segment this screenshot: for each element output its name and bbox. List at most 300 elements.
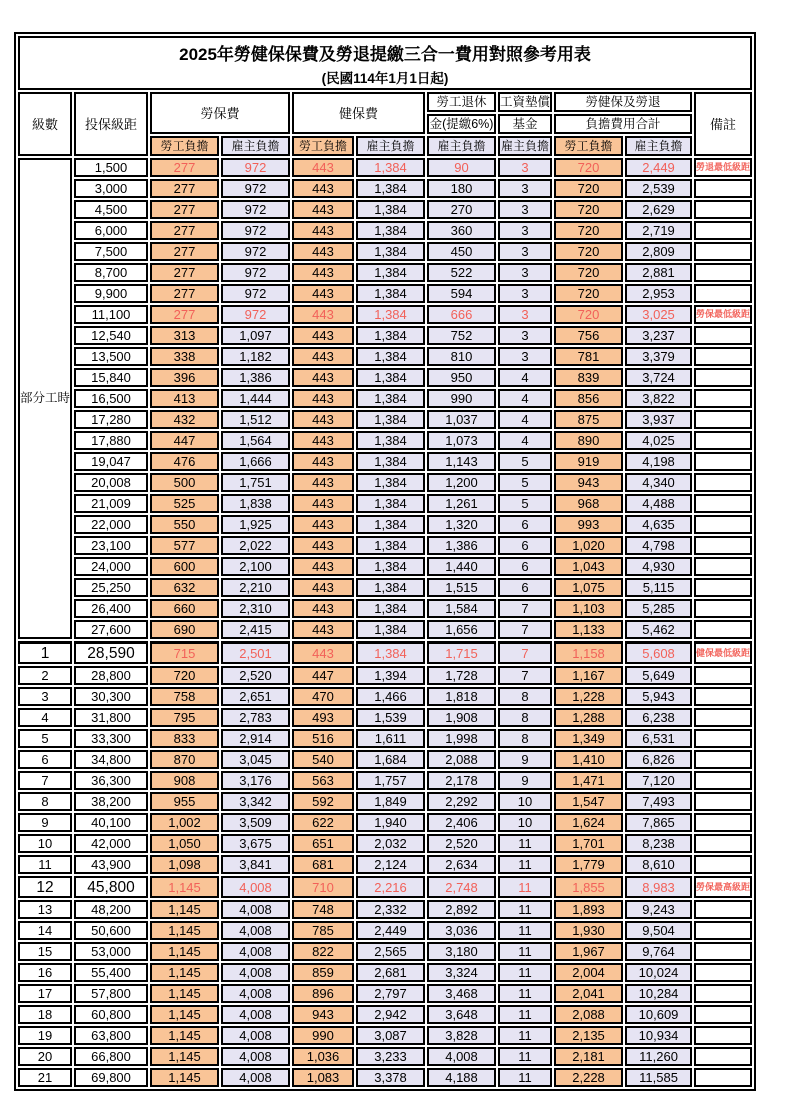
bracket-cell: 28,800 bbox=[74, 666, 148, 685]
value-cell: 2,719 bbox=[625, 221, 692, 240]
value-cell: 10,609 bbox=[625, 1005, 692, 1024]
value-cell: 2,088 bbox=[427, 750, 496, 769]
value-cell: 6 bbox=[498, 578, 552, 597]
value-cell: 3,025 bbox=[625, 305, 692, 324]
value-cell: 10,024 bbox=[625, 963, 692, 982]
table-row bbox=[18, 452, 752, 471]
bracket-cell: 23,100 bbox=[74, 536, 148, 555]
value-cell: 476 bbox=[150, 452, 219, 471]
value-cell: 720 bbox=[554, 305, 623, 324]
value-cell: 6 bbox=[498, 536, 552, 555]
value-cell: 7 bbox=[498, 599, 552, 618]
remark-cell bbox=[694, 1005, 752, 1024]
value-cell: 277 bbox=[150, 242, 219, 261]
bracket-cell: 30,300 bbox=[74, 687, 148, 706]
value-cell: 1,384 bbox=[356, 515, 425, 534]
value-cell: 2,004 bbox=[554, 963, 623, 982]
value-cell: 7 bbox=[498, 641, 552, 664]
value-cell: 11,585 bbox=[625, 1068, 692, 1087]
bracket-cell: 17,280 bbox=[74, 410, 148, 429]
value-cell: 447 bbox=[292, 666, 354, 685]
level-cell: 12 bbox=[18, 876, 72, 898]
value-cell: 470 bbox=[292, 687, 354, 706]
bracket-cell: 12,540 bbox=[74, 326, 148, 345]
value-cell: 1,512 bbox=[221, 410, 290, 429]
value-cell: 720 bbox=[554, 158, 623, 177]
value-cell: 443 bbox=[292, 347, 354, 366]
value-cell: 443 bbox=[292, 452, 354, 471]
level-cell: 8 bbox=[18, 792, 72, 811]
value-cell: 1,471 bbox=[554, 771, 623, 790]
contribution-table bbox=[16, 34, 754, 1089]
value-cell: 7,493 bbox=[625, 792, 692, 811]
value-cell: 3,468 bbox=[427, 984, 496, 1003]
value-cell: 1,701 bbox=[554, 834, 623, 853]
table-row bbox=[18, 687, 752, 706]
bracket-cell: 69,800 bbox=[74, 1068, 148, 1087]
value-cell: 3 bbox=[498, 200, 552, 219]
value-cell: 2,809 bbox=[625, 242, 692, 261]
value-cell: 4,008 bbox=[221, 942, 290, 961]
value-cell: 4,008 bbox=[221, 1047, 290, 1066]
remark-cell bbox=[694, 708, 752, 727]
value-cell: 1,539 bbox=[356, 708, 425, 727]
value-cell: 8 bbox=[498, 708, 552, 727]
value-cell: 1,656 bbox=[427, 620, 496, 639]
value-cell: 875 bbox=[554, 410, 623, 429]
value-cell: 1,145 bbox=[150, 900, 219, 919]
value-cell: 2,953 bbox=[625, 284, 692, 303]
value-cell: 2,228 bbox=[554, 1068, 623, 1087]
value-cell: 443 bbox=[292, 242, 354, 261]
value-cell: 443 bbox=[292, 431, 354, 450]
value-cell: 1,684 bbox=[356, 750, 425, 769]
value-cell: 2,501 bbox=[221, 641, 290, 664]
value-cell: 870 bbox=[150, 750, 219, 769]
remark-cell bbox=[694, 557, 752, 576]
value-cell: 2,783 bbox=[221, 708, 290, 727]
value-cell: 990 bbox=[427, 389, 496, 408]
value-cell: 8,610 bbox=[625, 855, 692, 874]
subheader-health-employer: 雇主負擔 bbox=[356, 136, 425, 156]
value-cell: 2,135 bbox=[554, 1026, 623, 1045]
value-cell: 443 bbox=[292, 200, 354, 219]
subheader-labor-employer: 雇主負擔 bbox=[221, 136, 290, 156]
value-cell: 1,384 bbox=[356, 452, 425, 471]
remark-cell bbox=[694, 179, 752, 198]
level-cell: 15 bbox=[18, 942, 72, 961]
value-cell: 443 bbox=[292, 368, 354, 387]
table-row bbox=[18, 263, 752, 282]
remark-cell bbox=[694, 284, 752, 303]
value-cell: 681 bbox=[292, 855, 354, 874]
remark-cell bbox=[694, 221, 752, 240]
value-cell: 4,188 bbox=[427, 1068, 496, 1087]
remark-cell bbox=[694, 473, 752, 492]
remark-cell bbox=[694, 792, 752, 811]
bracket-cell: 42,000 bbox=[74, 834, 148, 853]
bracket-cell: 16,500 bbox=[74, 389, 148, 408]
bracket-cell: 11,100 bbox=[74, 305, 148, 324]
value-cell: 1,849 bbox=[356, 792, 425, 811]
value-cell: 1,145 bbox=[150, 1068, 219, 1087]
value-cell: 443 bbox=[292, 326, 354, 345]
value-cell: 6 bbox=[498, 557, 552, 576]
value-cell: 500 bbox=[150, 473, 219, 492]
value-cell: 10,284 bbox=[625, 984, 692, 1003]
level-cell: 3 bbox=[18, 687, 72, 706]
value-cell: 11 bbox=[498, 942, 552, 961]
value-cell: 1,728 bbox=[427, 666, 496, 685]
value-cell: 1,228 bbox=[554, 687, 623, 706]
value-cell: 443 bbox=[292, 158, 354, 177]
bracket-cell: 34,800 bbox=[74, 750, 148, 769]
value-cell: 447 bbox=[150, 431, 219, 450]
value-cell: 1,075 bbox=[554, 578, 623, 597]
value-cell: 11 bbox=[498, 1068, 552, 1087]
value-cell: 90 bbox=[427, 158, 496, 177]
value-cell: 720 bbox=[554, 200, 623, 219]
value-cell: 180 bbox=[427, 179, 496, 198]
value-cell: 3,036 bbox=[427, 921, 496, 940]
value-cell: 2,088 bbox=[554, 1005, 623, 1024]
value-cell: 1,751 bbox=[221, 473, 290, 492]
value-cell: 1,043 bbox=[554, 557, 623, 576]
subheader-total-employer: 雇主負擔 bbox=[625, 136, 692, 156]
remark-cell bbox=[694, 620, 752, 639]
value-cell: 3 bbox=[498, 179, 552, 198]
value-cell: 2,520 bbox=[427, 834, 496, 853]
value-cell: 277 bbox=[150, 158, 219, 177]
remark-cell bbox=[694, 729, 752, 748]
value-cell: 4,635 bbox=[625, 515, 692, 534]
value-cell: 1,145 bbox=[150, 942, 219, 961]
value-cell: 277 bbox=[150, 305, 219, 324]
bracket-cell: 4,500 bbox=[74, 200, 148, 219]
value-cell: 1,666 bbox=[221, 452, 290, 471]
value-cell: 1,838 bbox=[221, 494, 290, 513]
value-cell: 990 bbox=[292, 1026, 354, 1045]
table-row bbox=[18, 641, 752, 664]
value-cell: 2,181 bbox=[554, 1047, 623, 1066]
value-cell: 3 bbox=[498, 242, 552, 261]
value-cell: 859 bbox=[292, 963, 354, 982]
value-cell: 1,145 bbox=[150, 1005, 219, 1024]
value-cell: 2,634 bbox=[427, 855, 496, 874]
table-row bbox=[18, 729, 752, 748]
value-cell: 443 bbox=[292, 221, 354, 240]
table-row bbox=[18, 536, 752, 555]
col-header-wage-fund-line2: 基金 bbox=[498, 114, 552, 134]
col-header-total-line1: 勞健保及勞退 bbox=[554, 92, 692, 112]
bracket-cell: 48,200 bbox=[74, 900, 148, 919]
value-cell: 1,384 bbox=[356, 473, 425, 492]
table-row bbox=[18, 1005, 752, 1024]
value-cell: 622 bbox=[292, 813, 354, 832]
value-cell: 4,488 bbox=[625, 494, 692, 513]
value-cell: 443 bbox=[292, 389, 354, 408]
col-header-level: 級數 bbox=[18, 92, 72, 156]
value-cell: 752 bbox=[427, 326, 496, 345]
value-cell: 516 bbox=[292, 729, 354, 748]
value-cell: 810 bbox=[427, 347, 496, 366]
value-cell: 1,624 bbox=[554, 813, 623, 832]
value-cell: 11 bbox=[498, 834, 552, 853]
level-cell: 4 bbox=[18, 708, 72, 727]
value-cell: 9,504 bbox=[625, 921, 692, 940]
bracket-cell: 20,008 bbox=[74, 473, 148, 492]
value-cell: 3 bbox=[498, 263, 552, 282]
table-row bbox=[18, 200, 752, 219]
value-cell: 3 bbox=[498, 326, 552, 345]
value-cell: 1,384 bbox=[356, 410, 425, 429]
value-cell: 443 bbox=[292, 620, 354, 639]
table-row bbox=[18, 389, 752, 408]
value-cell: 7 bbox=[498, 620, 552, 639]
value-cell: 2,748 bbox=[427, 876, 496, 898]
level-cell: 6 bbox=[18, 750, 72, 769]
level-cell: 17 bbox=[18, 984, 72, 1003]
value-cell: 1,384 bbox=[356, 599, 425, 618]
value-cell: 1,037 bbox=[427, 410, 496, 429]
value-cell: 4,008 bbox=[221, 1068, 290, 1087]
value-cell: 943 bbox=[292, 1005, 354, 1024]
value-cell: 4,008 bbox=[221, 876, 290, 898]
bracket-cell: 33,300 bbox=[74, 729, 148, 748]
value-cell: 690 bbox=[150, 620, 219, 639]
value-cell: 2,332 bbox=[356, 900, 425, 919]
value-cell: 3,045 bbox=[221, 750, 290, 769]
remark-cell bbox=[694, 666, 752, 685]
value-cell: 5 bbox=[498, 473, 552, 492]
value-cell: 577 bbox=[150, 536, 219, 555]
value-cell: 1,145 bbox=[150, 984, 219, 1003]
remark-cell bbox=[694, 452, 752, 471]
value-cell: 3,675 bbox=[221, 834, 290, 853]
value-cell: 1,386 bbox=[427, 536, 496, 555]
table-row bbox=[18, 410, 752, 429]
table-row bbox=[18, 599, 752, 618]
level-cell: 14 bbox=[18, 921, 72, 940]
bracket-cell: 28,590 bbox=[74, 641, 148, 664]
value-cell: 4,008 bbox=[427, 1047, 496, 1066]
value-cell: 1,103 bbox=[554, 599, 623, 618]
value-cell: 3,648 bbox=[427, 1005, 496, 1024]
table-row bbox=[18, 179, 752, 198]
remark-cell bbox=[694, 963, 752, 982]
value-cell: 443 bbox=[292, 263, 354, 282]
value-cell: 2,449 bbox=[356, 921, 425, 940]
bracket-cell: 50,600 bbox=[74, 921, 148, 940]
value-cell: 277 bbox=[150, 200, 219, 219]
value-cell: 1,384 bbox=[356, 305, 425, 324]
value-cell: 1,584 bbox=[427, 599, 496, 618]
bracket-cell: 63,800 bbox=[74, 1026, 148, 1045]
remark-cell: 勞退最低級距 bbox=[694, 158, 752, 177]
remark-cell bbox=[694, 242, 752, 261]
bracket-cell: 36,300 bbox=[74, 771, 148, 790]
value-cell: 4,008 bbox=[221, 963, 290, 982]
value-cell: 748 bbox=[292, 900, 354, 919]
value-cell: 8,238 bbox=[625, 834, 692, 853]
value-cell: 1,855 bbox=[554, 876, 623, 898]
value-cell: 1,200 bbox=[427, 473, 496, 492]
value-cell: 2,914 bbox=[221, 729, 290, 748]
value-cell: 1,020 bbox=[554, 536, 623, 555]
value-cell: 9,764 bbox=[625, 942, 692, 961]
value-cell: 720 bbox=[150, 666, 219, 685]
value-cell: 3,937 bbox=[625, 410, 692, 429]
bracket-cell: 3,000 bbox=[74, 179, 148, 198]
value-cell: 11 bbox=[498, 921, 552, 940]
value-cell: 1,133 bbox=[554, 620, 623, 639]
value-cell: 2,124 bbox=[356, 855, 425, 874]
value-cell: 3,841 bbox=[221, 855, 290, 874]
table-row bbox=[18, 813, 752, 832]
value-cell: 443 bbox=[292, 515, 354, 534]
value-cell: 540 bbox=[292, 750, 354, 769]
table-row bbox=[18, 984, 752, 1003]
value-cell: 1,384 bbox=[356, 620, 425, 639]
value-cell: 785 bbox=[292, 921, 354, 940]
value-cell: 1,145 bbox=[150, 876, 219, 898]
value-cell: 11 bbox=[498, 1026, 552, 1045]
value-cell: 11,260 bbox=[625, 1047, 692, 1066]
table-row bbox=[18, 221, 752, 240]
remark-cell bbox=[694, 431, 752, 450]
level-cell: 19 bbox=[18, 1026, 72, 1045]
value-cell: 651 bbox=[292, 834, 354, 853]
bracket-cell: 7,500 bbox=[74, 242, 148, 261]
value-cell: 4 bbox=[498, 389, 552, 408]
value-cell: 4,340 bbox=[625, 473, 692, 492]
value-cell: 5 bbox=[498, 452, 552, 471]
value-cell: 2,797 bbox=[356, 984, 425, 1003]
value-cell: 1,547 bbox=[554, 792, 623, 811]
bracket-cell: 55,400 bbox=[74, 963, 148, 982]
value-cell: 1,384 bbox=[356, 578, 425, 597]
value-cell: 919 bbox=[554, 452, 623, 471]
value-cell: 1,158 bbox=[554, 641, 623, 664]
remark-cell bbox=[694, 1047, 752, 1066]
value-cell: 2,032 bbox=[356, 834, 425, 853]
value-cell: 4 bbox=[498, 431, 552, 450]
remark-cell bbox=[694, 855, 752, 874]
value-cell: 632 bbox=[150, 578, 219, 597]
value-cell: 277 bbox=[150, 284, 219, 303]
value-cell: 1,145 bbox=[150, 963, 219, 982]
value-cell: 1,073 bbox=[427, 431, 496, 450]
value-cell: 4,008 bbox=[221, 984, 290, 1003]
table-row bbox=[18, 771, 752, 790]
subheader-pension-employer: 雇主負擔 bbox=[427, 136, 496, 156]
value-cell: 11 bbox=[498, 876, 552, 898]
table-row bbox=[18, 876, 752, 898]
value-cell: 1,384 bbox=[356, 200, 425, 219]
value-cell: 3,180 bbox=[427, 942, 496, 961]
remark-cell: 健保最低級距 bbox=[694, 641, 752, 664]
bracket-cell: 60,800 bbox=[74, 1005, 148, 1024]
value-cell: 10,934 bbox=[625, 1026, 692, 1045]
remark-cell bbox=[694, 942, 752, 961]
value-cell: 2,406 bbox=[427, 813, 496, 832]
table-row bbox=[18, 666, 752, 685]
value-cell: 972 bbox=[221, 200, 290, 219]
remark-cell bbox=[694, 813, 752, 832]
value-cell: 3,237 bbox=[625, 326, 692, 345]
value-cell: 1,384 bbox=[356, 494, 425, 513]
level-cell: 7 bbox=[18, 771, 72, 790]
remark-cell: 勞保最低級距 bbox=[694, 305, 752, 324]
value-cell: 9 bbox=[498, 750, 552, 769]
table-row bbox=[18, 750, 752, 769]
table-row bbox=[18, 326, 752, 345]
value-cell: 592 bbox=[292, 792, 354, 811]
value-cell: 839 bbox=[554, 368, 623, 387]
level-cell: 18 bbox=[18, 1005, 72, 1024]
value-cell: 8,983 bbox=[625, 876, 692, 898]
value-cell: 3 bbox=[498, 305, 552, 324]
value-cell: 443 bbox=[292, 410, 354, 429]
value-cell: 1,818 bbox=[427, 687, 496, 706]
value-cell: 4,198 bbox=[625, 452, 692, 471]
value-cell: 4,798 bbox=[625, 536, 692, 555]
level-cell: 21 bbox=[18, 1068, 72, 1087]
subheader-total-employee: 勞工負擔 bbox=[554, 136, 623, 156]
level-cell: 1 bbox=[18, 641, 72, 664]
value-cell: 1,182 bbox=[221, 347, 290, 366]
value-cell: 1,466 bbox=[356, 687, 425, 706]
remark-cell bbox=[694, 494, 752, 513]
value-cell: 493 bbox=[292, 708, 354, 727]
value-cell: 563 bbox=[292, 771, 354, 790]
value-cell: 8 bbox=[498, 687, 552, 706]
bracket-cell: 8,700 bbox=[74, 263, 148, 282]
value-cell: 972 bbox=[221, 158, 290, 177]
value-cell: 856 bbox=[554, 389, 623, 408]
bracket-cell: 45,800 bbox=[74, 876, 148, 898]
value-cell: 313 bbox=[150, 326, 219, 345]
value-cell: 10 bbox=[498, 813, 552, 832]
value-cell: 396 bbox=[150, 368, 219, 387]
value-cell: 758 bbox=[150, 687, 219, 706]
table-row bbox=[18, 578, 752, 597]
value-cell: 795 bbox=[150, 708, 219, 727]
value-cell: 3,828 bbox=[427, 1026, 496, 1045]
value-cell: 11 bbox=[498, 984, 552, 1003]
remark-cell bbox=[694, 410, 752, 429]
value-cell: 3,822 bbox=[625, 389, 692, 408]
value-cell: 4,008 bbox=[221, 900, 290, 919]
value-cell: 1,384 bbox=[356, 179, 425, 198]
value-cell: 720 bbox=[554, 284, 623, 303]
value-cell: 1,893 bbox=[554, 900, 623, 919]
table-row bbox=[18, 855, 752, 874]
value-cell: 525 bbox=[150, 494, 219, 513]
value-cell: 2,449 bbox=[625, 158, 692, 177]
value-cell: 2,629 bbox=[625, 200, 692, 219]
value-cell: 2,565 bbox=[356, 942, 425, 961]
value-cell: 277 bbox=[150, 263, 219, 282]
bracket-cell: 13,500 bbox=[74, 347, 148, 366]
value-cell: 710 bbox=[292, 876, 354, 898]
bracket-cell: 57,800 bbox=[74, 984, 148, 1003]
value-cell: 720 bbox=[554, 221, 623, 240]
value-cell: 2,415 bbox=[221, 620, 290, 639]
value-cell: 1,098 bbox=[150, 855, 219, 874]
value-cell: 2,651 bbox=[221, 687, 290, 706]
table-row bbox=[18, 708, 752, 727]
